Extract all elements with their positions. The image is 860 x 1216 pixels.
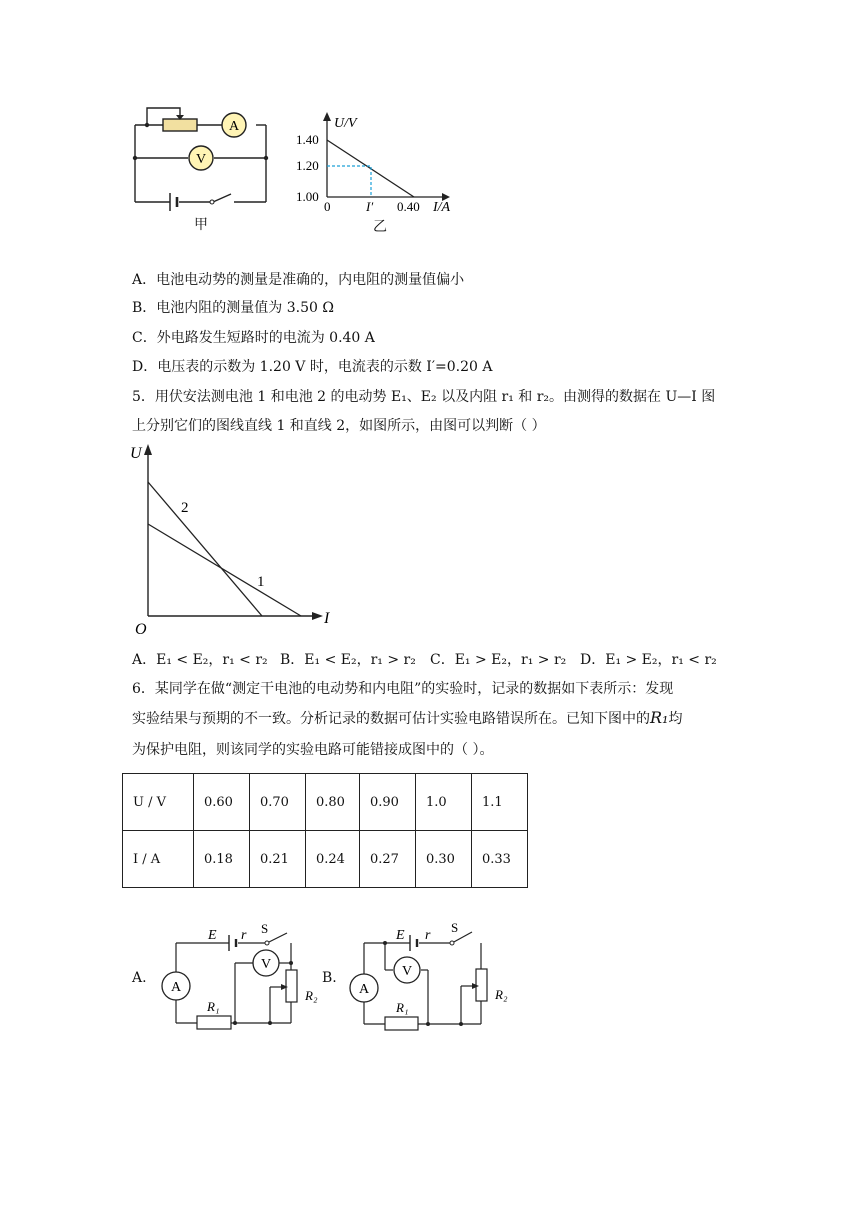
table-cell: 0.18 <box>194 831 250 888</box>
circuit-b-option-label: B. <box>322 970 337 986</box>
table-cell: 0.24 <box>306 831 360 888</box>
q5-option-a: A．E₁ < E₂，r₁ < r₂ <box>132 652 268 668</box>
circuit-a-ammeter: A <box>170 980 182 995</box>
table-cell: 0.60 <box>194 774 250 831</box>
caption-jia: 甲 <box>194 217 208 233</box>
q4-option-a: A．电池电动势的测量是准确的，内电阻的测量值偏小 <box>132 272 465 288</box>
circuit-b-r1: R₁ <box>396 1000 409 1015</box>
q6-text-line2 <box>132 708 682 729</box>
circuit-a-option-label: A. <box>132 970 147 986</box>
table-cell: 0.90 <box>360 774 416 831</box>
caption-yi: 乙 <box>373 219 387 235</box>
voltmeter-label: V <box>195 152 207 167</box>
table-row <box>123 831 528 888</box>
table-cell: 0.33 <box>472 831 528 888</box>
circuit-a-voltmeter: V <box>260 957 272 972</box>
y-tick-3: 1.00 <box>296 189 319 204</box>
q4-option-c: C．外电路发生短路时的电流为 0.40 A <box>132 330 375 346</box>
q4-option-b: B．电池内阻的测量值为 3.50 Ω <box>132 300 334 316</box>
q5-x-label: I <box>324 610 330 627</box>
q5-text-line2: 上分别它们的图线直线 1 和直线 2，如图所示，由图可以判断（ ） <box>132 418 546 434</box>
y-axis-label: U/V <box>334 116 357 131</box>
circuit-b <box>345 915 525 1040</box>
q5-y-label: U <box>130 445 142 462</box>
circuit-b-switch: S <box>451 920 459 935</box>
x-tick-2: I′ <box>366 199 374 214</box>
q5-line2-label: 2 <box>181 500 189 516</box>
circuit-a-switch: S <box>261 921 269 936</box>
q5-text-line1: 5．用伏安法测电池 1 和电池 2 的电动势 E₁、E₂ 以及内阻 r₁ 和 r₂。由测得的数据在 U—I 图 <box>132 389 716 405</box>
table-header-cell: I / A <box>123 831 194 888</box>
x-tick-3: 0.40 <box>397 199 420 214</box>
graph-yi <box>290 110 465 220</box>
q5-option-c: C．E₁ > E₂，r₁ > r₂ <box>430 652 567 668</box>
q5-line1-label: 1 <box>257 574 265 590</box>
q5-origin-label: O <box>135 621 147 638</box>
graph-q5 <box>125 440 345 640</box>
circuit-b-r2: R₂ <box>495 987 508 1002</box>
data-table <box>122 773 528 888</box>
circuit-a-emf: E <box>208 928 217 943</box>
ammeter-label: A <box>228 119 240 134</box>
circuit-a-r1: R₁ <box>207 999 220 1014</box>
r1-symbol: R₁ <box>650 708 669 727</box>
table-cell: 1.0 <box>416 774 472 831</box>
table-cell: 0.21 <box>250 831 306 888</box>
table-cell: 0.30 <box>416 831 472 888</box>
q6-text-line2-main: 实验结果与预期的不一致。分析记录的数据可估计实验电路错误所在。已知下图中的 <box>132 711 650 727</box>
circuit-b-emf: E <box>396 928 405 943</box>
circuit-b-voltmeter: V <box>401 964 413 979</box>
q5-option-d: D．E₁ > E₂，r₁ < r₂ <box>580 652 717 668</box>
table-cell: 0.70 <box>250 774 306 831</box>
q6-text-line1: 6．某同学在做“测定干电池的电动势和内电阻”的实验时，记录的数据如下表所示：发现 <box>132 681 674 697</box>
circuit-b-internal-r: r <box>425 928 431 943</box>
y-tick-2: 1.20 <box>296 158 319 173</box>
q6-text-line2-end: 均 <box>668 711 683 727</box>
circuit-b-ammeter: A <box>358 982 370 997</box>
circuit-a-r2: R₂ <box>305 988 318 1003</box>
x-axis-label: I/A <box>433 200 451 215</box>
table-cell: 1.1 <box>472 774 528 831</box>
table-row <box>123 774 528 831</box>
circuit-a-internal-r: r <box>241 928 247 943</box>
q6-text-line3: 为保护电阻，则该同学的实验电路可能错接成图中的（ ）。 <box>132 742 494 758</box>
x-tick-1: 0 <box>324 199 331 214</box>
y-tick-1: 1.40 <box>296 132 319 147</box>
table-cell: 0.80 <box>306 774 360 831</box>
table-cell: 0.27 <box>360 831 416 888</box>
q5-option-b: B．E₁ < E₂，r₁ > r₂ <box>280 652 416 668</box>
q4-option-d: D．电压表的示数为 1.20 V 时，电流表的示数 I′=0.20 A <box>132 359 493 375</box>
table-header-cell: U / V <box>123 774 194 831</box>
circuit-a <box>155 915 335 1035</box>
